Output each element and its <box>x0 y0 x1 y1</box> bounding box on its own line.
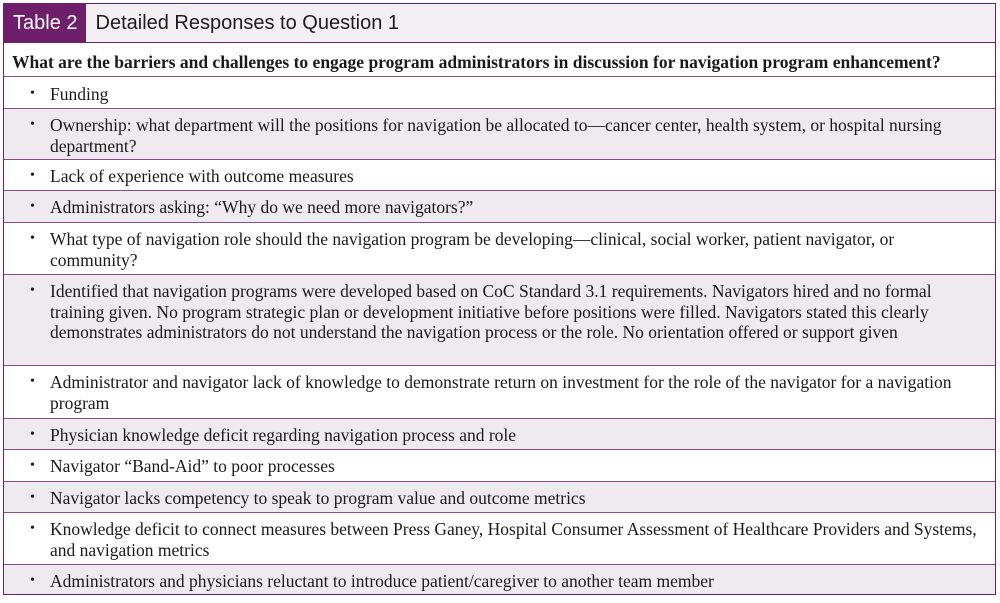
list-item <box>4 565 995 594</box>
list-item-text: Physician knowledge deficit regarding navigation process and role <box>50 425 517 445</box>
table-title: Detailed Responses to Question 1 <box>95 11 400 34</box>
list-item-text: Lack of experience with outcome measures <box>50 166 354 186</box>
list-item-text: Administrators and physicians reluctant to introduce patient/caregiver to another team member <box>50 571 714 591</box>
list-item-text: Funding <box>50 84 109 104</box>
list-item <box>4 513 995 565</box>
list-item <box>4 482 995 513</box>
list-item-text: Knowledge deficit to connect measures between Press Ganey, Hospital Consumer Assessment of Healthcare Providers and Systems, and navigation metrics <box>50 519 977 560</box>
bullet-icon: • <box>30 117 35 132</box>
question-header: What are the barriers and challenges to engage program administrators in discussion for navigation program enhancement? <box>4 43 995 77</box>
bullet-icon: • <box>30 168 35 183</box>
list-item-text: Identified that navigation programs were developed based on CoC Standard 3.1 requirements. Navigators hired and no formal training given. No program strategic plan or development initiative before positions were filled. Navigators stated this clearly demonstrates administrators do not understand the navigation process or the role. No orientation offered or support given <box>50 281 932 342</box>
list-item <box>4 160 995 191</box>
bullet-icon: • <box>30 427 35 442</box>
bullet-icon: • <box>30 86 35 101</box>
list-item <box>4 109 995 160</box>
bullet-icon: • <box>30 458 35 473</box>
response-list <box>4 77 995 594</box>
bullet-icon: • <box>30 573 35 588</box>
table-title-bar <box>4 4 995 43</box>
list-item-text: Ownership: what department will the positions for navigation be allocated to—cancer center, health system, or hospital nursing department? <box>50 115 942 156</box>
list-item-text: Administrators asking: “Why do we need more navigators?” <box>50 197 474 217</box>
list-item <box>4 366 995 419</box>
bullet-icon: • <box>30 374 35 389</box>
list-item <box>4 77 995 109</box>
list-item-text: Navigator “Band-Aid” to poor processes <box>50 456 335 476</box>
list-item-text: What type of navigation role should the navigation program be developing—clinical, social worker, patient navigator, or community? <box>50 229 895 270</box>
list-item <box>4 419 995 450</box>
list-item <box>4 275 995 366</box>
bullet-icon: • <box>30 490 35 505</box>
list-item-text: Administrator and navigator lack of knowledge to demonstrate return on investment for the role of the navigator for a navigation program <box>50 372 952 413</box>
bullet-icon: • <box>30 521 35 536</box>
list-item <box>4 450 995 482</box>
list-item-text: Navigator lacks competency to speak to program value and outcome metrics <box>50 488 586 508</box>
list-item <box>4 223 995 275</box>
bullet-icon: • <box>30 231 35 246</box>
data-table <box>3 3 996 595</box>
bullet-icon: • <box>30 199 35 214</box>
table-number-badge: Table 2 <box>4 4 86 42</box>
list-item <box>4 191 995 223</box>
bullet-icon: • <box>30 283 35 298</box>
